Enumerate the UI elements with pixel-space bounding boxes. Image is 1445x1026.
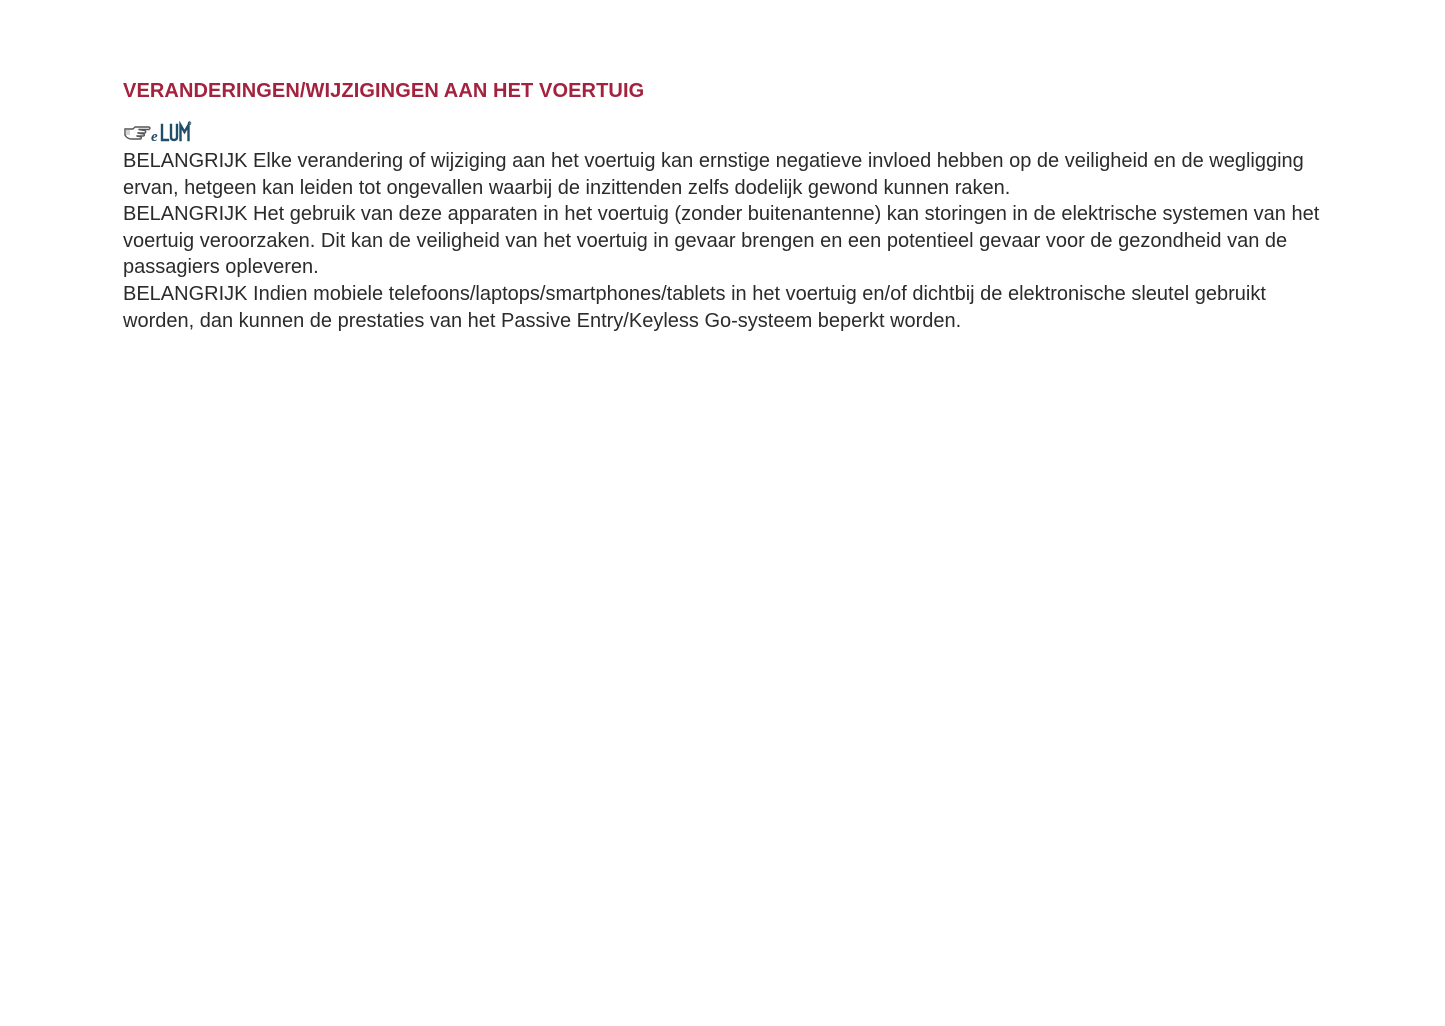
warning-paragraph: BELANGRIJK Het gebruik van deze apparaten in het voertuig (zonder buitenantenne) kan storingen in de elektrische systemen van het voertuig veroorzaken. Dit kan de veiligheid van het voertuig in gevaar brengen en een potentieel gevaar voor de gezondheid van de passagiers opleveren. <box>123 203 1320 279</box>
elum-logo[interactable] <box>123 118 1323 144</box>
body-text <box>123 148 1323 334</box>
warning-paragraph: BELANGRIJK Indien mobiele telefoons/laptops/smartphones/tablets in het voertuig en/of dichtbij de elektronische sleutel gebruikt worden, dan kunnen de prestaties van het Passive Entry/Keyless Go-systeem beperkt worden. <box>123 282 1266 332</box>
section-title: VERANDERINGEN/WIJZIGINGEN AAN HET VOERTUIG <box>123 80 645 102</box>
warning-paragraph: BELANGRIJK Elke verandering of wijziging aan het voertuig kan ernstige negatieve invloed hebben op de veiligheid en de wegligging ervan, hetgeen kan leiden tot ongevallen waarbij de inzittenden zelfs dodelijk gewond kunnen raken. <box>123 150 1304 199</box>
page-content <box>123 76 1323 334</box>
pointing-hand-icon <box>123 120 193 144</box>
elum-logo-text: e <box>151 129 158 144</box>
